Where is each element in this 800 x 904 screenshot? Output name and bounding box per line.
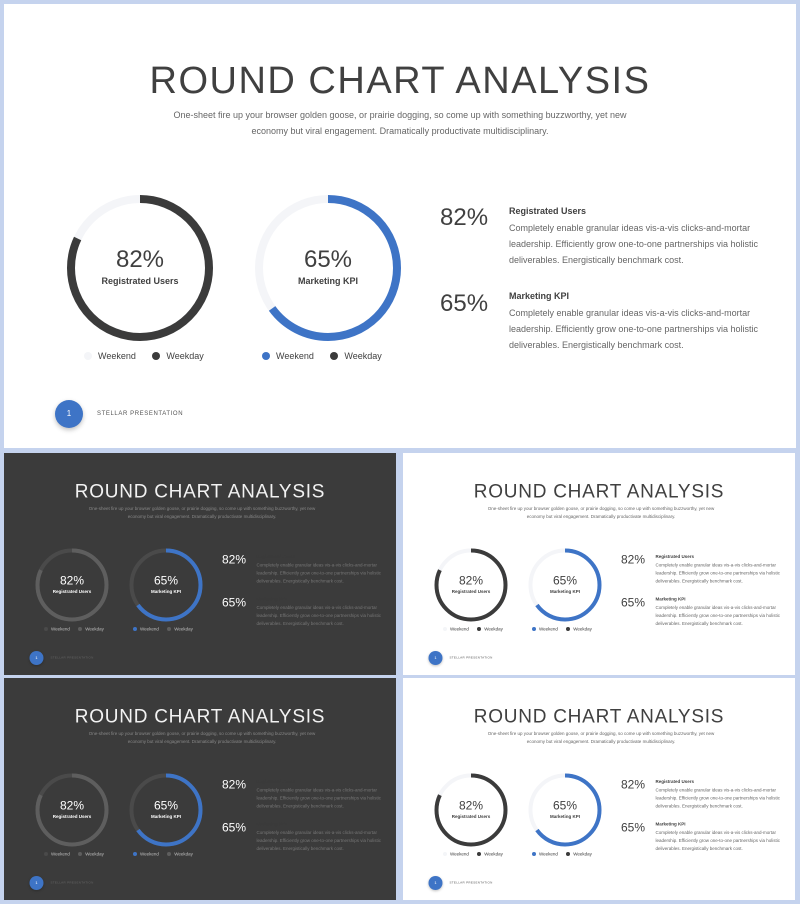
thumbnail-light-1[interactable] (403, 453, 795, 675)
stat-value-marketing-kpi: 65% (222, 821, 247, 835)
legend-item-weekday (78, 627, 104, 632)
legend-item-weekend (443, 852, 469, 857)
slide-title: ROUND CHART ANALYSIS (473, 706, 725, 727)
legend-label-weekend: Weekend (51, 851, 70, 857)
legend-label-weekday: Weekday (573, 851, 592, 857)
main-slide (4, 4, 796, 448)
legend-label-weekend: Weekend (450, 851, 469, 857)
footer-text: STELLAR PRESENTATION (50, 881, 94, 885)
legend-label-weekday: Weekday (85, 626, 104, 632)
legend-item-weekend (262, 351, 314, 361)
legend-item-weekday (152, 351, 203, 361)
stat-title-marketing-kpi: Marketing KPI (655, 821, 686, 827)
stat-value-registered-users: 82% (621, 778, 646, 792)
donut-value: 82% (115, 246, 165, 273)
legend-label-weekday: Weekday (85, 851, 104, 857)
donut-value: 65% (303, 246, 353, 273)
legend-marketing-kpi (133, 852, 200, 858)
donut-label: Marketing KPI (549, 589, 580, 594)
legend-dot-weekend (44, 852, 48, 856)
footer-text: STELLAR PRESENTATION (449, 881, 493, 885)
stat-value-registered-users: 82% (222, 778, 247, 792)
stat-title-registered-users: Registrated Users (655, 554, 695, 559)
donut-chart-marketing-kpi (526, 771, 604, 849)
donut-chart-marketing-kpi (526, 546, 604, 624)
slide-subtitle: One-sheet fire up your browser golden goose, or prairie dogging, so come up with something buzzworthy, yet new economy but viral engagement. Dramatically productivate multidisciplinary. (487, 506, 715, 519)
stat-value-marketing-kpi: 65% (621, 821, 646, 835)
legend-dot-weekday (167, 852, 171, 856)
stat-description-marketing-kpi: Completely enable granular ideas vis-a-vis clicks-and-mortar leadership. Efficiently grow one-to-one partnerships via holistic deliverables. Energistically benchmark cost. (655, 830, 780, 851)
legend-item-weekday (477, 627, 503, 632)
donut-label: Registrated Users (52, 589, 92, 594)
legend-item-weekday (167, 852, 193, 857)
legend-item-weekend (44, 627, 70, 632)
donut-chart-marketing-kpi (250, 190, 406, 346)
thumbnail-light-2[interactable] (403, 678, 795, 900)
legend-label-weekday: Weekday (174, 851, 193, 857)
stat-title-marketing-kpi: Marketing KPI (509, 291, 570, 301)
stat-description-registered-users: Completely enable granular ideas vis-a-vis clicks-and-mortar leadership. Efficiently grow one-to-one partnerships via holistic deliverables. Energistically benchmark cost. (655, 562, 780, 584)
legend-dot-weekend (262, 352, 270, 360)
legend-dot-weekday (330, 352, 338, 360)
stat-description-marketing-kpi: Completely enable granular ideas vis-a-vis clicks-and-mortar leadership. Efficiently grow one-to-one partnerships via holistic deliverables. Energistically benchmark cost. (655, 605, 780, 626)
stat-description-registered-users: Completely enable granular ideas vis-a-vis clicks-and-mortar leadership. Efficiently grow one-to-one partnerships via holistic deliverables. Energistically benchmark cost. (655, 787, 780, 809)
stat-value-marketing-kpi: 65% (621, 596, 646, 610)
thumbnail-content (4, 453, 396, 675)
stat-title-registered-users: Registrated Users (655, 779, 695, 784)
legend-marketing-kpi (532, 627, 599, 633)
donut-chart-marketing-kpi (127, 546, 205, 624)
legend-label-weekday: Weekday (484, 626, 503, 632)
donut-chart-registered-users (33, 546, 111, 624)
legend-label-weekday: Weekday (573, 626, 592, 632)
stat-title-registered-users: Registrated Users (509, 206, 587, 216)
legend-item-weekend (84, 351, 136, 361)
stat-title-marketing-kpi: Marketing KPI (256, 821, 287, 827)
stat-description-registered-users: Completely enable granular ideas vis-a-vis clicks-and-mortar leadership. Efficiently grow one-to-one partnerships via holistic deliverables. Energistically benchmark cost. (509, 223, 758, 265)
donut-label: Marketing KPI (549, 814, 580, 819)
page-number-badge[interactable]: 1 (30, 876, 44, 890)
page-number-badge[interactable]: 1 (55, 400, 83, 428)
donut-chart-registered-users (62, 190, 218, 346)
stat-description-marketing-kpi: Completely enable granular ideas vis-a-vis clicks-and-mortar leadership. Efficiently grow one-to-one partnerships via holistic deliverables. Energistically benchmark cost. (509, 308, 758, 350)
legend-dot-weekend (532, 852, 536, 856)
legend-registered-users (443, 627, 510, 633)
legend-dot-weekend (532, 627, 536, 631)
legend-item-weekday (477, 852, 503, 857)
legend-marketing-kpi (133, 627, 200, 633)
donut-label: Marketing KPI (150, 814, 181, 819)
slide-subtitle: One-sheet fire up your browser golden goose, or prairie dogging, so come up with something buzzworthy, yet new economy but viral engagement. Dramatically productivate multidisciplinary. (88, 506, 316, 519)
legend-registered-users (44, 852, 111, 858)
legend-dot-weekday (167, 627, 171, 631)
legend-label-weekday: Weekday (484, 851, 503, 857)
donut-value: 82% (59, 799, 85, 813)
legend-dot-weekday (78, 852, 82, 856)
legend-item-weekend (443, 627, 469, 632)
legend-label-weekend: Weekend (140, 626, 159, 632)
stat-value-registered-users: 82% (222, 553, 247, 567)
legend-label-weekend: Weekend (450, 626, 469, 632)
page-number-badge[interactable]: 1 (429, 876, 443, 890)
legend-dot-weekday (477, 627, 481, 631)
donut-value: 65% (552, 799, 578, 813)
legend-dot-weekday (78, 627, 82, 631)
stat-title-marketing-kpi: Marketing KPI (256, 596, 287, 602)
slide-subtitle: One-sheet fire up your browser golden goose, or prairie dogging, so come up with something buzzworthy, yet new economy but viral engagement. Dramatically productivate multidisciplinary. (173, 110, 627, 136)
donut-label: Marketing KPI (297, 276, 358, 286)
stat-value-registered-users: 82% (621, 553, 646, 567)
legend-item-weekend (44, 852, 70, 857)
legend-marketing-kpi (532, 852, 599, 858)
legend-item-weekday (167, 627, 193, 632)
donut-label: Registrated Users (451, 814, 491, 819)
page-number-badge[interactable]: 1 (30, 651, 44, 665)
legend-item-weekday (330, 351, 381, 361)
page-number-badge[interactable]: 1 (429, 651, 443, 665)
legend-dot-weekday (566, 852, 570, 856)
legend-dot-weekend (133, 627, 137, 631)
legend-item-weekday (566, 627, 592, 632)
legend-label-weekend: Weekend (51, 626, 70, 632)
legend-dot-weekend (443, 627, 447, 631)
donut-label: Marketing KPI (150, 589, 181, 594)
stat-title-registered-users: Registrated Users (256, 554, 296, 559)
legend-item-weekend (133, 852, 159, 857)
stat-value-registered-users: 82% (440, 204, 489, 231)
donut-label: Registrated Users (52, 814, 92, 819)
legend-dot-weekend (84, 352, 92, 360)
donut-chart-marketing-kpi (127, 771, 205, 849)
legend-item-weekend (133, 627, 159, 632)
legend-dot-weekday (152, 352, 160, 360)
donut-label: Registrated Users (101, 276, 179, 286)
legend-item-weekend (532, 852, 558, 857)
stat-description-marketing-kpi: Completely enable granular ideas vis-a-vis clicks-and-mortar leadership. Efficiently grow one-to-one partnerships via holistic deliverables. Energistically benchmark cost. (256, 830, 381, 851)
legend-dot-weekday (477, 852, 481, 856)
donut-chart-registered-users (33, 771, 111, 849)
donut-value: 82% (59, 574, 85, 588)
donut-value: 65% (552, 574, 578, 588)
stat-title-registered-users: Registrated Users (256, 779, 296, 784)
stat-description-marketing-kpi: Completely enable granular ideas vis-a-vis clicks-and-mortar leadership. Efficiently grow one-to-one partnerships via holistic deliverables. Energistically benchmark cost. (256, 605, 381, 626)
legend-dot-weekend (44, 627, 48, 631)
thumbnail-content (403, 453, 795, 675)
donut-value: 82% (458, 799, 484, 813)
legend-label-weekend: Weekend (276, 351, 314, 361)
slide-subtitle: One-sheet fire up your browser golden goose, or prairie dogging, so come up with something buzzworthy, yet new economy but viral engagement. Dramatically productivate multidisciplinary. (88, 731, 316, 744)
legend-dot-weekend (443, 852, 447, 856)
stat-title-marketing-kpi: Marketing KPI (655, 596, 686, 602)
legend-label-weekend: Weekend (98, 351, 136, 361)
donut-chart-registered-users (432, 546, 510, 624)
legend-registered-users (84, 351, 218, 362)
donut-chart-registered-users (432, 771, 510, 849)
legend-item-weekday (566, 852, 592, 857)
thumbnail-dark-1[interactable] (4, 453, 396, 675)
legend-label-weekday: Weekday (344, 351, 382, 361)
legend-registered-users (44, 627, 111, 633)
slide-subtitle: One-sheet fire up your browser golden goose, or prairie dogging, so come up with something buzzworthy, yet new economy but viral engagement. Dramatically productivate multidisciplinary. (487, 731, 715, 744)
thumbnail-dark-2[interactable] (4, 678, 396, 900)
legend-dot-weekday (566, 627, 570, 631)
legend-dot-weekend (133, 852, 137, 856)
stat-description-registered-users: Completely enable granular ideas vis-a-vis clicks-and-mortar leadership. Efficiently grow one-to-one partnerships via holistic deliverables. Energistically benchmark cost. (256, 787, 381, 809)
legend-registered-users (443, 852, 510, 858)
legend-label-weekend: Weekend (140, 851, 159, 857)
stat-value-marketing-kpi: 65% (440, 290, 489, 317)
footer-text: STELLAR PRESENTATION (449, 656, 493, 660)
legend-item-weekend (532, 627, 558, 632)
donut-value: 65% (153, 574, 179, 588)
donut-label: Registrated Users (451, 589, 491, 594)
donut-value: 82% (458, 574, 484, 588)
thumbnail-content (4, 678, 396, 900)
stat-value-marketing-kpi: 65% (222, 596, 247, 610)
legend-item-weekday (78, 852, 104, 857)
footer-text: STELLAR PRESENTATION (50, 656, 94, 660)
slide-title: ROUND CHART ANALYSIS (74, 706, 326, 727)
thumbnail-content (403, 678, 795, 900)
donut-value: 65% (153, 799, 179, 813)
legend-label-weekend: Weekend (539, 626, 558, 632)
legend-marketing-kpi (262, 351, 396, 362)
footer-text: STELLAR PRESENTATION (97, 411, 184, 417)
slide-title: ROUND CHART ANALYSIS (74, 481, 326, 502)
stat-description-registered-users: Completely enable granular ideas vis-a-vis clicks-and-mortar leadership. Efficiently grow one-to-one partnerships via holistic deliverables. Energistically benchmark cost. (256, 562, 381, 584)
legend-label-weekday: Weekday (174, 626, 193, 632)
slide-title: ROUND CHART ANALYSIS (473, 481, 725, 502)
legend-label-weekday: Weekday (166, 351, 204, 361)
slide-title: ROUND CHART ANALYSIS (149, 60, 651, 102)
legend-label-weekend: Weekend (539, 851, 558, 857)
